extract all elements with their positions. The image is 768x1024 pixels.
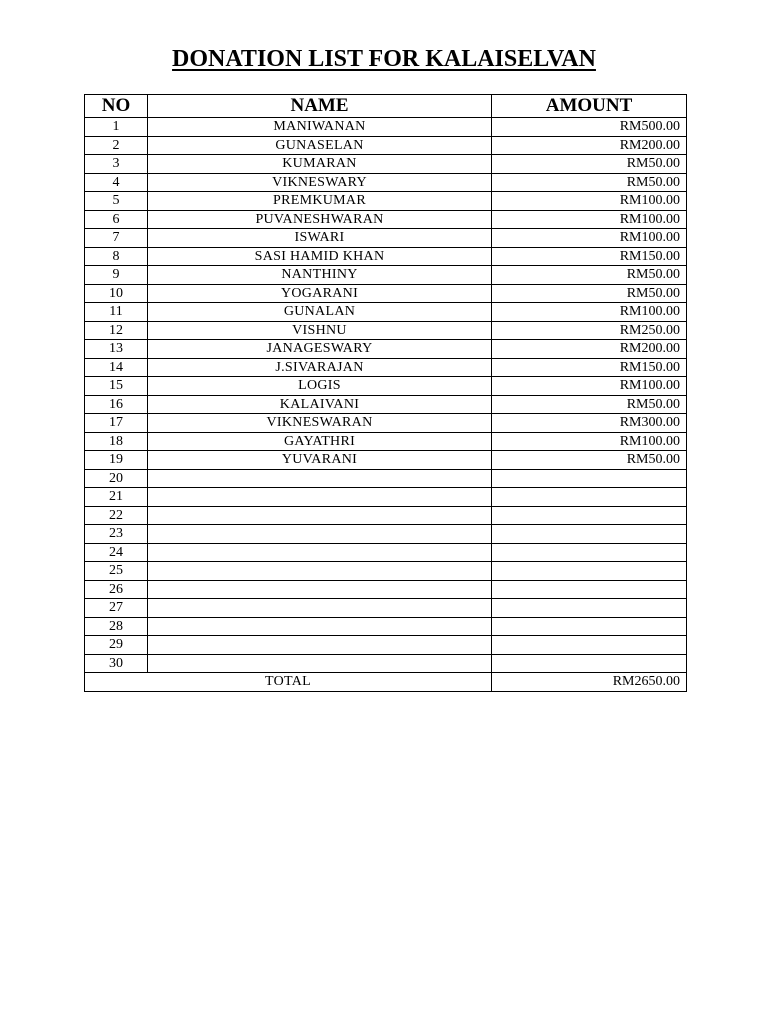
donor-name <box>148 580 492 599</box>
donation-amount <box>492 654 687 673</box>
donation-amount: RM50.00 <box>492 284 687 303</box>
donation-amount <box>492 636 687 655</box>
table-row <box>85 654 687 673</box>
row-number: 3 <box>85 155 148 174</box>
row-number: 5 <box>85 192 148 211</box>
table-row <box>85 562 687 581</box>
row-number: 4 <box>85 173 148 192</box>
donation-amount <box>492 506 687 525</box>
table-row <box>85 636 687 655</box>
donation-amount: RM100.00 <box>492 192 687 211</box>
donation-amount <box>492 525 687 544</box>
table-row <box>85 377 687 396</box>
row-number: 24 <box>85 543 148 562</box>
donor-name: GUNASELAN <box>148 136 492 155</box>
donation-amount <box>492 599 687 618</box>
table-row <box>85 340 687 359</box>
donor-name: J.SIVARAJAN <box>148 358 492 377</box>
donation-amount <box>492 469 687 488</box>
donation-amount: RM500.00 <box>492 118 687 137</box>
donor-name: VISHNU <box>148 321 492 340</box>
table-row <box>85 155 687 174</box>
donation-amount: RM50.00 <box>492 451 687 470</box>
donor-name <box>148 599 492 618</box>
donor-name: YOGARANI <box>148 284 492 303</box>
row-number: 8 <box>85 247 148 266</box>
total-amount: RM2650.00 <box>492 673 687 692</box>
donor-name: JANAGESWARY <box>148 340 492 359</box>
row-number: 12 <box>85 321 148 340</box>
donation-amount: RM50.00 <box>492 395 687 414</box>
table-footer <box>85 673 687 692</box>
table-row <box>85 266 687 285</box>
row-number: 25 <box>85 562 148 581</box>
donation-amount <box>492 562 687 581</box>
table-row <box>85 358 687 377</box>
donor-name: YUVARANI <box>148 451 492 470</box>
donor-name: GAYATHRI <box>148 432 492 451</box>
row-number: 7 <box>85 229 148 248</box>
total-row <box>85 673 687 692</box>
header-row <box>85 95 687 118</box>
donor-name: GUNALAN <box>148 303 492 322</box>
row-number: 11 <box>85 303 148 322</box>
donor-name: KALAIVANI <box>148 395 492 414</box>
table-row <box>85 506 687 525</box>
donation-amount: RM100.00 <box>492 210 687 229</box>
donation-amount: RM100.00 <box>492 303 687 322</box>
table-row <box>85 210 687 229</box>
donation-amount: RM50.00 <box>492 266 687 285</box>
document-title <box>0 46 768 73</box>
table-row <box>85 599 687 618</box>
row-number: 26 <box>85 580 148 599</box>
table-row <box>85 247 687 266</box>
donor-name <box>148 617 492 636</box>
table-row <box>85 525 687 544</box>
donation-amount: RM50.00 <box>492 155 687 174</box>
table-row <box>85 284 687 303</box>
donation-table <box>84 94 687 692</box>
donor-name: VIKNESWARAN <box>148 414 492 433</box>
table-row <box>85 173 687 192</box>
donation-amount <box>492 488 687 507</box>
table-row <box>85 229 687 248</box>
row-number: 15 <box>85 377 148 396</box>
donation-amount: RM250.00 <box>492 321 687 340</box>
table-row <box>85 432 687 451</box>
header-name: NAME <box>148 95 492 118</box>
donation-amount: RM100.00 <box>492 377 687 396</box>
table-row <box>85 321 687 340</box>
row-number: 20 <box>85 469 148 488</box>
donor-name <box>148 636 492 655</box>
row-number: 14 <box>85 358 148 377</box>
donation-amount: RM200.00 <box>492 136 687 155</box>
donor-name: PUVANESHWARAN <box>148 210 492 229</box>
row-number: 17 <box>85 414 148 433</box>
table-row <box>85 469 687 488</box>
document-title-text: DONATION LIST FOR KALAISELVAN <box>172 46 596 72</box>
row-number: 30 <box>85 654 148 673</box>
row-number: 2 <box>85 136 148 155</box>
row-number: 28 <box>85 617 148 636</box>
header-amount: AMOUNT <box>492 95 687 118</box>
donor-name: KUMARAN <box>148 155 492 174</box>
donation-amount: RM150.00 <box>492 358 687 377</box>
donor-name: SASI HAMID KHAN <box>148 247 492 266</box>
donor-name: VIKNESWARY <box>148 173 492 192</box>
row-number: 19 <box>85 451 148 470</box>
table-row <box>85 303 687 322</box>
row-number: 9 <box>85 266 148 285</box>
donor-name <box>148 654 492 673</box>
donor-name <box>148 543 492 562</box>
donor-name: ISWARI <box>148 229 492 248</box>
row-number: 23 <box>85 525 148 544</box>
donor-name <box>148 562 492 581</box>
total-label: TOTAL <box>85 673 492 692</box>
table-body <box>85 118 687 673</box>
table-row <box>85 192 687 211</box>
donor-name <box>148 506 492 525</box>
donation-amount <box>492 617 687 636</box>
row-number: 16 <box>85 395 148 414</box>
donor-name <box>148 525 492 544</box>
table-row <box>85 617 687 636</box>
donation-amount: RM100.00 <box>492 229 687 248</box>
row-number: 27 <box>85 599 148 618</box>
donor-name: NANTHINY <box>148 266 492 285</box>
table-row <box>85 414 687 433</box>
donation-amount: RM200.00 <box>492 340 687 359</box>
table-row <box>85 136 687 155</box>
row-number: 13 <box>85 340 148 359</box>
row-number: 22 <box>85 506 148 525</box>
header-no: NO <box>85 95 148 118</box>
table-row <box>85 118 687 137</box>
table-row <box>85 580 687 599</box>
donor-name <box>148 488 492 507</box>
donor-name: LOGIS <box>148 377 492 396</box>
donation-amount: RM50.00 <box>492 173 687 192</box>
donor-name: PREMKUMAR <box>148 192 492 211</box>
donor-name <box>148 469 492 488</box>
row-number: 18 <box>85 432 148 451</box>
table-header <box>85 95 687 118</box>
donation-amount: RM100.00 <box>492 432 687 451</box>
row-number: 10 <box>85 284 148 303</box>
row-number: 1 <box>85 118 148 137</box>
donor-name: MANIWANAN <box>148 118 492 137</box>
donation-amount: RM150.00 <box>492 247 687 266</box>
row-number: 21 <box>85 488 148 507</box>
table-row <box>85 543 687 562</box>
donation-amount <box>492 543 687 562</box>
table-row <box>85 488 687 507</box>
table-row <box>85 451 687 470</box>
row-number: 6 <box>85 210 148 229</box>
donation-amount <box>492 580 687 599</box>
table-row <box>85 395 687 414</box>
donation-amount: RM300.00 <box>492 414 687 433</box>
row-number: 29 <box>85 636 148 655</box>
